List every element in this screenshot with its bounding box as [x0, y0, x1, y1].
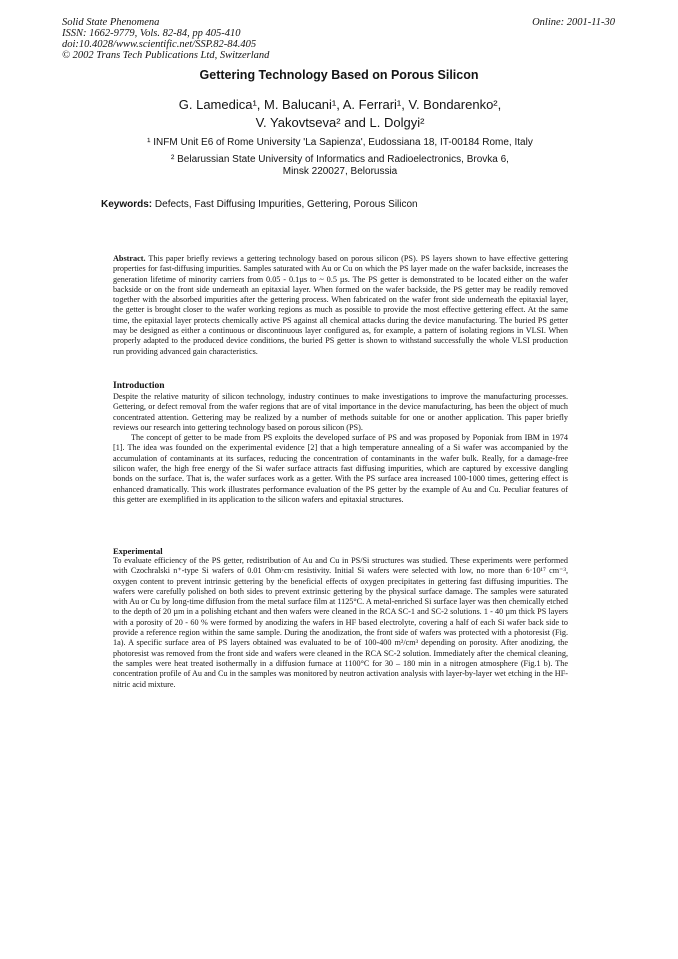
- journal-issn: ISSN: 1662-9779, Vols. 82-84, pp 405-410: [62, 28, 241, 39]
- author-line-2: V. Yakovtseva² and L. Dolgyi²: [255, 115, 425, 130]
- introduction-paragraph-1: Despite the relative maturity of silicon technology, industry continues to make investigations to improve the manufacturing processes. Gettering, or defect removal from the wafer regions that are of vital importance in the device manufacturing, has been the object of much concentrated attention. Gettering may be realized by a number of methods suitable for one or another application. This paper briefly reviews our research into gettering technology based on porous silicon (PS).: [113, 392, 568, 432]
- affiliation-1: ¹ INFM Unit E6 of Rome University 'La Sapienza', Eudossiana 18, IT-00184 Rome, Italy: [147, 137, 533, 148]
- keywords-label: Keywords:: [101, 199, 153, 210]
- author-list: [110, 96, 570, 132]
- affiliation-2: [100, 154, 580, 178]
- keywords: [101, 199, 418, 210]
- journal-copyright: © 2002 Trans Tech Publications Ltd, Switzerland: [62, 50, 270, 61]
- affiliation-2-line-1: ² Belarussian State University of Informatics and Radioelectronics, Brovka 6,: [171, 154, 509, 165]
- introduction-heading: Introduction: [113, 381, 165, 391]
- experimental-body: To evaluate efficiency of the PS getter, redistribution of Au and Cu in PS/Si structures was studied. These experiments were performed with Czochralski n⁺-type Si wafers of 0.01 Ohm·cm resistivity. Initial Si wafers were selected with low, no more than 6·10¹⁷ cm⁻³, oxygen content to prevent intrinsic gettering by the beneficial effects of oxygen precipitates in gettering fast diffusing impurities. The wafers were carefully polished on both sides to prevent extrinsic gettering by the physical surface damage. The samples were saturated with Au or Cu by long-time diffusion from the metal surface film at 1125°C. A metal-enriched Si surface layer was then chemically etched to the depth of 20 µm in a polishing etchant and then wafers were cleaned in the RCA SC-1 and SC-2 solutions. 1 - 40 µm thick PS layers with a porosity of 20 - 60 % were formed by anodizing the wafers in HF based electrolyte, covering a half of each Si wafer back side to provide a reference region within the same sample. During the anodization, the front side of wafers was protected with a photoresist (Fig. 1a). A specific surface area of PS layers obtained was evaluated to be of 100-400 m²/cm³ depending on porosity. After anodizing, the photoresist was removed from the front side and wafers were cleaned in the RCA SC-2 solution. Immediately after the chemical cleaning, the samples were heat treated isothermally in a diffusion furnace at 1100°C for 30 – 180 min in a nitrogen atmosphere (Fig.1 b). The concentration profile of Au and Cu in the samples was monitored by neutron activation analysis with layer-by-layer wet etching in the HF- nitric acid mixture.: [113, 556, 568, 689]
- online-date: Online: 2001-11-30: [532, 17, 615, 28]
- journal-header: [62, 17, 269, 61]
- affiliation-2-line-2: Minsk 220027, Belorussia: [282, 166, 398, 177]
- introduction-body: [113, 392, 568, 505]
- keywords-text: Defects, Fast Diffusing Impurities, Gettering, Porous Silicon: [154, 199, 418, 210]
- paper-title: Gettering Technology Based on Porous Silicon: [199, 68, 479, 82]
- abstract: [113, 254, 568, 357]
- experimental-heading: Experimental: [113, 546, 163, 556]
- author-line-1: G. Lamedica¹, M. Balucani¹, A. Ferrari¹, V. Bondarenko²,: [178, 97, 502, 112]
- journal-name: Solid State Phenomena: [62, 17, 160, 28]
- abstract-text: This paper briefly reviews a gettering technology based on porous silicon (PS). PS layers shown to have effective gettering properties for fast-diffusing impurities. Samples saturated with Au or Cu on which the PS layer made on the wafer backside, increases the generation lifetime of minority carriers from 0.05 - 0.1µs to ~ 0.5 µs. The PS getter is demonstrated to be located either on the wafer backside or on the front side underneath an epitaxial layer. When formed on the wafer backside, the PS getter may be readily removed together with the absorbed impurities after the gettering process. When fabricated on the wafer front side underneath the epitaxial layer, the getter is brought closer to the wafer working regions as much as possible to provide the most effective gettering effect. At the same time, the epitaxial layer protects chemically active PS against all chemical attacks during the device manufacturing. The buried PS getter may be designed as either a continuous or discontinuous layer configured as, for example, a pattern of isolating regions in VLSI. When properly adapted to the produced device conditions, the buried PS getter is shown to withstand successfully the whole VLSI production run providing advanced gain characteristics.: [113, 254, 568, 356]
- introduction-paragraph-2: The concept of getter to be made from PS exploits the developed surface of PS and was proposed by Poponiak from IBM in 1974 [1]. The idea was founded on the experimental evidence [2] that a high temperature annealing of a Si wafer was accompanied by the accumulation of contaminants at its surfaces, reducing the concentration of contaminants in the wafer bulk. Really, for a damage-free silicon wafer, the high free energy of the Si wafer surface attracts fast diffusing impurities, which are captured by excessive dangling bonds on the surface. That is, the wafer surfaces work as a getter. With the PS surface area increased 100-1000 times, gettering effect is enhanced dramatically. This work illustrates performance evaluation of the PS getter by the example of Au and Cu. Peculiar features of this getter are exemplified in its application to the silicon wafers and epitaxial structures.: [113, 433, 568, 504]
- abstract-label: Abstract.: [113, 254, 146, 263]
- journal-doi[interactable]: doi:10.4028/www.scientific.net/SSP.82-84.405: [62, 39, 257, 50]
